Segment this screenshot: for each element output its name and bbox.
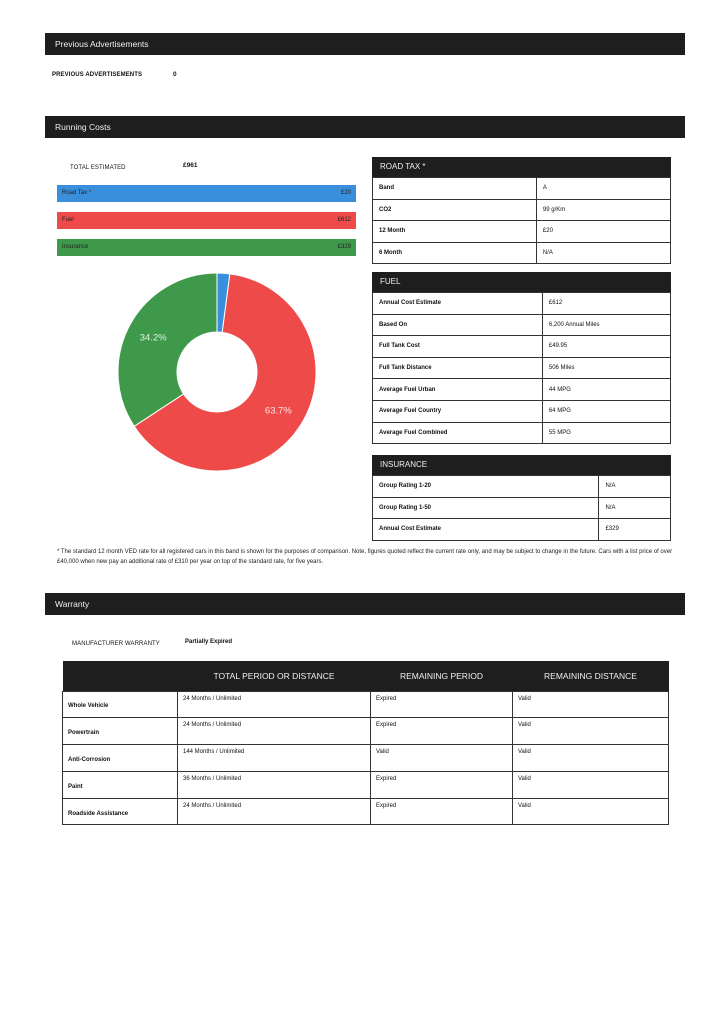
road-tax-band-label: Band — [373, 178, 537, 200]
running-costs-donut-chart — [107, 262, 327, 482]
fuel-based-on-value: 6,200 Annual Miles — [542, 314, 670, 336]
fuel-country-value: 64 MPG — [542, 400, 670, 422]
table-row — [373, 314, 671, 336]
road-tax-12month-value: £20 — [536, 221, 670, 243]
road-tax-table-header: ROAD TAX * — [372, 157, 671, 177]
table-row — [63, 718, 669, 745]
warranty-row-total: 144 Months / Unlimited — [178, 745, 371, 772]
fuel-full-tank-distance-label: Full Tank Distance — [373, 357, 543, 379]
fuel-full-tank-cost-label: Full Tank Cost — [373, 336, 543, 358]
running-costs-header: Running Costs — [45, 116, 685, 138]
insurance-annual-cost-label: Annual Cost Estimate — [373, 519, 599, 541]
donut-slice-insurance — [118, 273, 217, 426]
total-estimated-label: TOTAL ESTIMATED — [70, 165, 126, 171]
fuel-bar-label: Fuel — [62, 217, 74, 223]
table-row — [373, 242, 671, 264]
table-row — [63, 771, 669, 798]
insurance-group20-label: Group Rating 1-20 — [373, 476, 599, 498]
insurance-cost-bar — [57, 239, 356, 256]
fuel-table-header: FUEL — [372, 272, 671, 292]
warranty-row-distance: Valid — [513, 691, 669, 718]
warranty-row-period: Expired — [371, 691, 513, 718]
table-row — [373, 178, 671, 200]
warranty-header: Warranty — [45, 593, 685, 615]
road-tax-footnote: * The standard 12 month VED rate for all registered cars in this band is shown for the purposes of comparison. Note, figures quoted reflect the current rate only, and may be subject to change in the future. Cars with a list price of over £40,000 when new pay an additional rate of £310 per year on top of the standard rate, for five years. — [57, 549, 673, 565]
road-tax-band-value: A — [536, 178, 670, 200]
table-row — [373, 519, 671, 541]
warranty-row-period: Valid — [371, 745, 513, 772]
warranty-col-name — [63, 661, 178, 691]
warranty-col-distance: REMAINING DISTANCE — [513, 661, 669, 691]
previous-ads-value: 0 — [173, 71, 177, 78]
table-row — [63, 691, 669, 718]
warranty-row-name: Paint — [63, 771, 178, 798]
donut-label-fuel: 63.7% — [264, 405, 292, 417]
table-row — [373, 422, 671, 444]
table-row — [63, 745, 669, 772]
fuel-annual-cost-value: £612 — [542, 293, 670, 315]
table-row — [373, 221, 671, 243]
table-row — [373, 293, 671, 315]
warranty-col-period: REMAINING PERIOD — [371, 661, 513, 691]
fuel-cost-bar — [57, 212, 356, 229]
insurance-bar-value: £329 — [337, 244, 351, 250]
fuel-combined-value: 55 MPG — [542, 422, 670, 444]
table-row — [373, 400, 671, 422]
warranty-row-distance: Valid — [513, 798, 669, 825]
warranty-row-total: 24 Months / Unlimited — [178, 718, 371, 745]
table-row — [373, 497, 671, 519]
road-tax-co2-label: CO2 — [373, 199, 537, 221]
table-row — [373, 357, 671, 379]
fuel-country-label: Average Fuel Country — [373, 400, 543, 422]
warranty-row-name: Whole Vehicle — [63, 691, 178, 718]
insurance-table-header: INSURANCE — [372, 455, 671, 475]
road-tax-6month-label: 6 Month — [373, 242, 537, 264]
warranty-row-total: 36 Months / Unlimited — [178, 771, 371, 798]
road-tax-co2-value: 99 g/Km — [536, 199, 670, 221]
road-tax-6month-value: N/A — [536, 242, 670, 264]
insurance-annual-cost-value: £329 — [599, 519, 671, 541]
fuel-combined-label: Average Fuel Combined — [373, 422, 543, 444]
insurance-group20-value: N/A — [599, 476, 671, 498]
warranty-row-period: Expired — [371, 771, 513, 798]
previous-ads-header: Previous Advertisements — [45, 33, 685, 55]
total-estimated-value: £961 — [183, 162, 198, 169]
warranty-row-period: Expired — [371, 798, 513, 825]
fuel-bar-value: £612 — [337, 217, 351, 223]
table-row — [63, 798, 669, 825]
table-row — [373, 199, 671, 221]
manufacturer-warranty-label: MANUFACTURER WARRANTY — [72, 641, 160, 647]
warranty-row-total: 24 Months / Unlimited — [178, 691, 371, 718]
insurance-group50-value: N/A — [599, 497, 671, 519]
warranty-col-total: TOTAL PERIOD OR DISTANCE — [178, 661, 371, 691]
warranty-row-total: 24 Months / Unlimited — [178, 798, 371, 825]
fuel-based-on-label: Based On — [373, 314, 543, 336]
table-row — [373, 379, 671, 401]
road-tax-table — [372, 157, 671, 264]
previous-ads-label: PREVIOUS ADVERTISEMENTS — [52, 72, 143, 78]
table-row — [373, 336, 671, 358]
road-tax-bar-label: Road Tax * — [62, 190, 92, 196]
road-tax-bar-value: £20 — [340, 190, 351, 196]
warranty-row-distance: Valid — [513, 771, 669, 798]
fuel-urban-value: 44 MPG — [542, 379, 670, 401]
donut-label-insurance: 34.2% — [139, 332, 167, 344]
warranty-table-header-row — [63, 661, 669, 691]
warranty-row-period: Expired — [371, 718, 513, 745]
warranty-row-distance: Valid — [513, 745, 669, 772]
fuel-full-tank-cost-value: £49.95 — [542, 336, 670, 358]
fuel-full-tank-distance-value: 506 Miles — [542, 357, 670, 379]
warranty-row-name: Powertrain — [63, 718, 178, 745]
fuel-urban-label: Average Fuel Urban — [373, 379, 543, 401]
insurance-bar-label: Insurance — [62, 244, 89, 250]
warranty-row-name: Roadside Assistance — [63, 798, 178, 825]
warranty-row-distance: Valid — [513, 718, 669, 745]
road-tax-12month-label: 12 Month — [373, 221, 537, 243]
insurance-group50-label: Group Rating 1-50 — [373, 497, 599, 519]
warranty-table — [62, 661, 669, 825]
manufacturer-warranty-value: Partially Expired — [185, 639, 233, 645]
warranty-row-name: Anti-Corrosion — [63, 745, 178, 772]
fuel-annual-cost-label: Annual Cost Estimate — [373, 293, 543, 315]
road-tax-cost-bar — [57, 185, 356, 202]
insurance-table — [372, 455, 671, 541]
fuel-table — [372, 272, 671, 444]
table-row — [373, 476, 671, 498]
